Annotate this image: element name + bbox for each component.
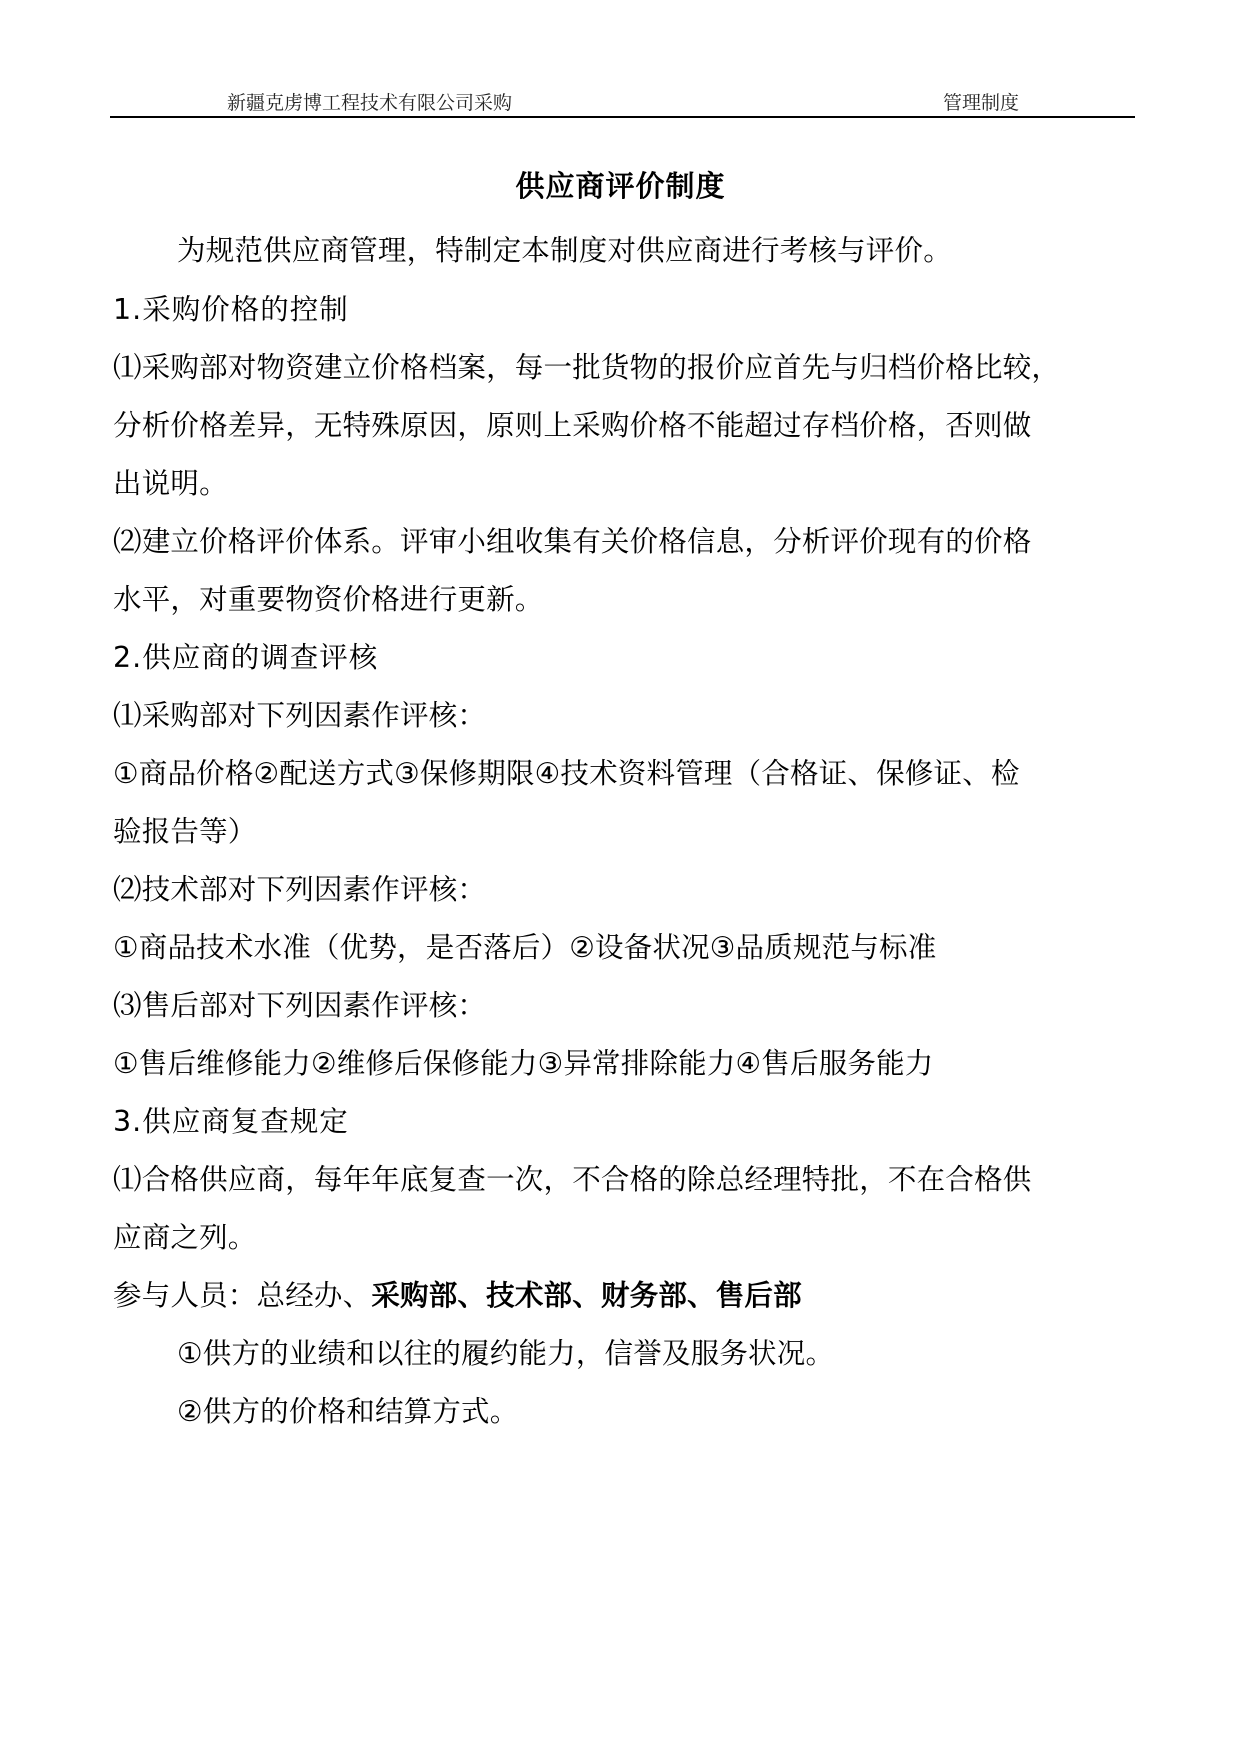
header-category: 管理制度: [943, 92, 1020, 114]
section-3-item-1-line-2: 应商之列。: [113, 1221, 257, 1254]
participants-line: [113, 1273, 802, 1314]
section-2-item-3-detail: ①售后维修能力②维修后保修能力③异常排除能力④售后服务能力: [113, 1047, 934, 1080]
document-title: 供应商评价制度: [515, 169, 726, 203]
section-1-item-2-line-2: 水平，对重要物资价格进行更新。: [113, 583, 544, 616]
section-2-item-3: ⑶售后部对下列因素作评核：: [113, 989, 487, 1022]
criteria-2: ②供方的价格和结算方式。: [177, 1395, 519, 1428]
section-1-item-1-line-3: 出说明。: [113, 467, 228, 500]
section-1-item-2-line-1: ⑵建立价格评价体系。评审小组收集有关价格信息，分析评价现有的价格: [113, 525, 1032, 558]
section-1-heading: 1.采购价格的控制: [113, 293, 349, 326]
section-2-item-1-detail-line-1: ①商品价格②配送方式③保修期限④技术资料管理（合格证、保修证、检: [113, 757, 1020, 790]
section-2-item-2-detail: ①商品技术水准（优势，是否落后）②设备状况③品质规范与标准: [113, 931, 937, 964]
header-company: 新疆克虏博工程技术有限公司采购: [227, 92, 513, 114]
section-1-item-1-line-1: ⑴采购部对物资建立价格档案，每一批货物的报价应首先与归档价格比较，: [113, 351, 1061, 384]
intro-paragraph: 为规范供应商管理，特制定本制度对供应商进行考核与评价。: [177, 234, 952, 267]
page-header: [110, 84, 1135, 118]
section-2-item-1: ⑴采购部对下列因素作评核：: [113, 699, 487, 732]
section-1-item-1-line-2: 分析价格差异，无特殊原因，原则上采购价格不能超过存档价格，否则做: [113, 409, 1032, 442]
section-2-heading: 2.供应商的调查评核: [113, 641, 379, 674]
participants-label: 参与人员：总经办、: [113, 1279, 372, 1312]
section-3-heading: 3.供应商复查规定: [113, 1105, 349, 1138]
section-2-item-2: ⑵技术部对下列因素作评核：: [113, 873, 487, 906]
criteria-1: ①供方的业绩和以往的履约能力，信誉及服务状况。: [177, 1337, 835, 1370]
section-2-item-1-detail-line-2: 验报告等）: [113, 815, 257, 848]
section-3-item-1-line-1: ⑴合格供应商，每年年底复查一次，不合格的除总经理特批，不在合格供: [113, 1163, 1032, 1196]
participants-list: 采购部、技术部、财务部、售后部: [371, 1279, 802, 1312]
